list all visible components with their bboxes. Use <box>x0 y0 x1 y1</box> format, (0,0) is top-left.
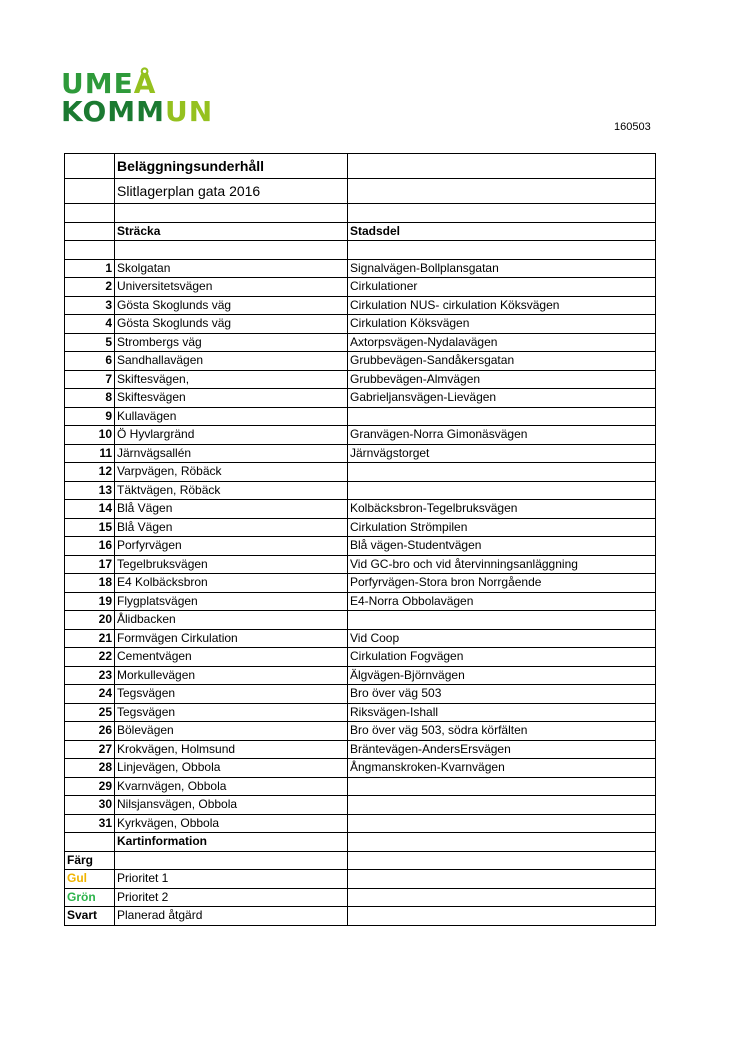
row-number: 24 <box>65 685 115 704</box>
table-title: Beläggningsunderhåll <box>115 154 348 179</box>
row-number: 25 <box>65 703 115 722</box>
table-row <box>65 315 656 334</box>
table-row <box>65 407 656 426</box>
table-row <box>65 389 656 408</box>
row-stadsdel: Järnvägstorget <box>348 444 656 463</box>
table-row <box>65 333 656 352</box>
row-stracka: Tegsvägen <box>115 703 348 722</box>
column-header-row <box>65 222 656 241</box>
row-stadsdel <box>348 611 656 630</box>
row-stadsdel: Axtorpsvägen-Nydalavägen <box>348 333 656 352</box>
legend-row <box>65 870 656 889</box>
row-stracka: Porfyrvägen <box>115 537 348 556</box>
row-number: 11 <box>65 444 115 463</box>
row-stadsdel <box>348 481 656 500</box>
row-number: 8 <box>65 389 115 408</box>
row-stracka: Linjevägen, Obbola <box>115 759 348 778</box>
row-stracka: E4 Kolbäcksbron <box>115 574 348 593</box>
row-stracka: Ålidbacken <box>115 611 348 630</box>
table-row <box>65 278 656 297</box>
row-stadsdel: Vid GC-bro och vid återvinningsanläggning <box>348 555 656 574</box>
row-number: 14 <box>65 500 115 519</box>
table-subtitle: Slitlagerplan gata 2016 <box>115 179 348 204</box>
row-number: 18 <box>65 574 115 593</box>
row-stadsdel: Bräntevägen-AndersErsvägen <box>348 740 656 759</box>
row-stadsdel: Cirkulationer <box>348 278 656 297</box>
row-number: 29 <box>65 777 115 796</box>
row-stracka: Kullavägen <box>115 407 348 426</box>
row-stracka: Blå Vägen <box>115 518 348 537</box>
row-number: 27 <box>65 740 115 759</box>
table-row <box>65 814 656 833</box>
table-row <box>65 722 656 741</box>
table-row <box>65 740 656 759</box>
row-stracka: Gösta Skoglunds väg <box>115 315 348 334</box>
row-number: 13 <box>65 481 115 500</box>
legend-farg-row <box>65 851 656 870</box>
row-number: 22 <box>65 648 115 667</box>
table-row <box>65 796 656 815</box>
row-stadsdel <box>348 463 656 482</box>
row-stracka: Varpvägen, Röbäck <box>115 463 348 482</box>
row-stadsdel: Grubbevägen-Almvägen <box>348 370 656 389</box>
table-row <box>65 500 656 519</box>
legend-title-row <box>65 833 656 852</box>
row-stadsdel: Cirkulation Köksvägen <box>348 315 656 334</box>
row-stracka: Nilsjansvägen, Obbola <box>115 796 348 815</box>
row-stracka: Gösta Skoglunds väg <box>115 296 348 315</box>
table-row <box>65 370 656 389</box>
column-header-stracka: Sträcka <box>115 222 348 241</box>
row-stadsdel <box>348 814 656 833</box>
row-number: 5 <box>65 333 115 352</box>
row-number: 6 <box>65 352 115 371</box>
row-stadsdel: Älgvägen-Björnvägen <box>348 666 656 685</box>
table-row <box>65 426 656 445</box>
table-row <box>65 444 656 463</box>
row-stracka: Bölevägen <box>115 722 348 741</box>
title-row <box>65 154 656 179</box>
row-stadsdel: Riksvägen-Ishall <box>348 703 656 722</box>
row-stracka: Tegelbruksvägen <box>115 555 348 574</box>
row-stracka: Täktvägen, Röbäck <box>115 481 348 500</box>
slitlagerplan-table <box>64 153 656 926</box>
row-number: 31 <box>65 814 115 833</box>
blank-row <box>65 241 656 260</box>
table-row <box>65 611 656 630</box>
row-number: 30 <box>65 796 115 815</box>
row-number: 9 <box>65 407 115 426</box>
row-stracka: Blå Vägen <box>115 500 348 519</box>
row-stracka: Flygplatsvägen <box>115 592 348 611</box>
row-number: 12 <box>65 463 115 482</box>
row-number: 2 <box>65 278 115 297</box>
row-stadsdel: Blå vägen-Studentvägen <box>348 537 656 556</box>
row-number: 16 <box>65 537 115 556</box>
table-row <box>65 555 656 574</box>
row-stracka: Sandhallavägen <box>115 352 348 371</box>
row-number: 4 <box>65 315 115 334</box>
row-stracka: Morkullevägen <box>115 666 348 685</box>
row-stracka: Skiftesvägen, <box>115 370 348 389</box>
table-row <box>65 703 656 722</box>
table-row <box>65 296 656 315</box>
row-number: 3 <box>65 296 115 315</box>
row-stracka: Järnvägsallén <box>115 444 348 463</box>
row-stracka: Kyrkvägen, Obbola <box>115 814 348 833</box>
table-row <box>65 481 656 500</box>
legend-text: Planerad åtgärd <box>115 907 348 926</box>
row-number: 17 <box>65 555 115 574</box>
row-number: 19 <box>65 592 115 611</box>
row-number: 10 <box>65 426 115 445</box>
row-stadsdel: Granvägen-Norra Gimonäsvägen <box>348 426 656 445</box>
legend-farg-label: Färg <box>65 851 115 870</box>
row-stadsdel: Ångmanskroken-Kvarnvägen <box>348 759 656 778</box>
row-stadsdel: Kolbäcksbron-Tegelbruksvägen <box>348 500 656 519</box>
table-row <box>65 259 656 278</box>
row-stracka: Cementvägen <box>115 648 348 667</box>
row-stadsdel: Porfyrvägen-Stora bron Norrgående <box>348 574 656 593</box>
row-stadsdel: Cirkulation Strömpilen <box>348 518 656 537</box>
logo-line-2: KOMMUN <box>61 95 214 128</box>
table-row <box>65 666 656 685</box>
umea-kommun-logo <box>61 67 214 128</box>
table-row <box>65 629 656 648</box>
row-number: 15 <box>65 518 115 537</box>
table-row <box>65 574 656 593</box>
row-number: 28 <box>65 759 115 778</box>
row-number: 23 <box>65 666 115 685</box>
row-stracka: Strombergs väg <box>115 333 348 352</box>
row-stracka: Formvägen Cirkulation <box>115 629 348 648</box>
legend-row <box>65 888 656 907</box>
table-row <box>65 537 656 556</box>
table-row <box>65 518 656 537</box>
table-row <box>65 777 656 796</box>
row-stracka: Ö Hyvlargränd <box>115 426 348 445</box>
row-stadsdel <box>348 777 656 796</box>
row-stadsdel: Signalvägen-Bollplansgatan <box>348 259 656 278</box>
legend-title: Kartinformation <box>115 833 348 852</box>
legend-color-gron: Grön <box>65 888 115 907</box>
row-number: 21 <box>65 629 115 648</box>
subtitle-row <box>65 179 656 204</box>
row-number: 20 <box>65 611 115 630</box>
row-stracka: Skolgatan <box>115 259 348 278</box>
row-stadsdel: E4-Norra Obbolavägen <box>348 592 656 611</box>
row-stracka: Krokvägen, Holmsund <box>115 740 348 759</box>
legend-text: Prioritet 1 <box>115 870 348 889</box>
blank-row <box>65 204 656 223</box>
row-number: 26 <box>65 722 115 741</box>
table-row <box>65 463 656 482</box>
table-row <box>65 685 656 704</box>
table-row <box>65 352 656 371</box>
row-number: 7 <box>65 370 115 389</box>
table-row <box>65 648 656 667</box>
document-date: 160503 <box>614 121 651 133</box>
legend-text: Prioritet 2 <box>115 888 348 907</box>
row-stadsdel <box>348 407 656 426</box>
row-stracka: Skiftesvägen <box>115 389 348 408</box>
row-number: 1 <box>65 259 115 278</box>
row-stadsdel: Vid Coop <box>348 629 656 648</box>
row-stadsdel <box>348 796 656 815</box>
legend-row <box>65 907 656 926</box>
table-row <box>65 759 656 778</box>
row-stadsdel: Grubbevägen-Sandåkersgatan <box>348 352 656 371</box>
row-stadsdel: Cirkulation NUS- cirkulation Köksvägen <box>348 296 656 315</box>
logo-line-1: UMEÅ <box>61 67 157 100</box>
row-stracka: Kvarnvägen, Obbola <box>115 777 348 796</box>
row-stracka: Universitetsvägen <box>115 278 348 297</box>
column-header-stadsdel: Stadsdel <box>348 222 656 241</box>
legend-color-svart: Svart <box>65 907 115 926</box>
legend-color-gul: Gul <box>65 870 115 889</box>
row-stadsdel: Cirkulation Fogvägen <box>348 648 656 667</box>
row-stadsdel: Bro över väg 503 <box>348 685 656 704</box>
row-stadsdel: Gabrieljansvägen-Lievägen <box>348 389 656 408</box>
row-stracka: Tegsvägen <box>115 685 348 704</box>
table-row <box>65 592 656 611</box>
row-stadsdel: Bro över väg 503, södra körfälten <box>348 722 656 741</box>
